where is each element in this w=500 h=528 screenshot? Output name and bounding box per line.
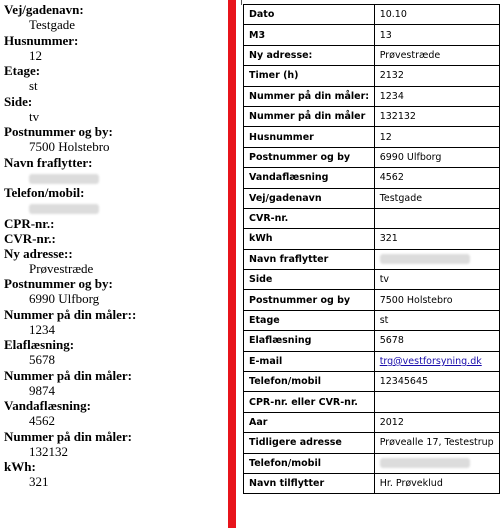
email-field-list	[4, 2, 224, 490]
table-row	[244, 453, 500, 473]
table-row	[244, 229, 500, 249]
field-label: Postnummer og by:	[4, 124, 113, 139]
table-row	[244, 473, 500, 493]
table-row	[244, 5, 500, 25]
row-value: 132132	[374, 106, 499, 126]
red-divider	[228, 0, 236, 528]
field-label: CPR-nr.:	[4, 215, 55, 231]
field-label: Vandaflæsning:	[4, 398, 91, 413]
table-row	[244, 66, 500, 86]
row-value: 13	[374, 25, 499, 45]
table-row	[244, 188, 500, 208]
row-value: 7500 Holstebro	[374, 290, 499, 310]
field-label: Vej/gadenavn:	[4, 2, 84, 17]
row-key: E-mail	[244, 351, 375, 371]
field-value	[4, 200, 224, 216]
table-row	[244, 45, 500, 65]
row-key: Postnummer og by	[244, 290, 375, 310]
table-row	[244, 249, 500, 269]
row-key: Telefon/mobil	[244, 372, 375, 392]
field-value: 132132	[29, 443, 68, 459]
row-key: Nummer på din måler:	[244, 86, 375, 106]
row-value: Testgade	[374, 188, 499, 208]
redacted-value	[380, 254, 470, 264]
table-row	[244, 331, 500, 351]
cursor-mark	[241, 0, 242, 5]
row-key: CVR-nr.	[244, 208, 375, 228]
row-value: 5678	[374, 331, 499, 351]
data-table	[243, 4, 500, 494]
row-value	[374, 453, 499, 473]
row-value: 12345645	[374, 372, 499, 392]
row-key: Timer (h)	[244, 66, 375, 86]
row-value: Hr. Prøveklud	[374, 473, 499, 493]
row-key: M3	[244, 25, 375, 45]
table-row	[244, 86, 500, 106]
field-label: Etage:	[4, 63, 41, 78]
field-value: 7500 Holstebro	[29, 139, 110, 154]
table-row	[244, 270, 500, 290]
row-key: Vej/gadenavn	[244, 188, 375, 208]
row-value: 10.10	[374, 5, 499, 25]
redacted-value	[29, 174, 99, 184]
redacted-value	[380, 458, 470, 468]
row-value: Prøvealle 17, Testestrup	[374, 433, 499, 453]
table-row	[244, 106, 500, 126]
row-value: Prøvestræde	[374, 45, 499, 65]
row-key: Husnummer	[244, 127, 375, 147]
table-row	[244, 412, 500, 432]
row-value: st	[374, 310, 499, 330]
row-value	[374, 249, 499, 269]
table-row	[244, 208, 500, 228]
field-label: kWh:	[4, 459, 36, 474]
row-value	[374, 351, 499, 371]
email-link[interactable]: trg@vestforsyning.dk	[379, 355, 482, 367]
field-value: st	[29, 78, 38, 93]
row-key: Telefon/mobil	[244, 453, 375, 473]
row-key: CPR-nr. eller CVR-nr.	[244, 392, 375, 412]
field-label: Postnummer og by:	[4, 276, 113, 291]
field-value: 9874	[29, 382, 55, 398]
row-value: 6990 Ulfborg	[374, 147, 499, 167]
row-key: Postnummer og by	[244, 147, 375, 167]
field-label: Telefon/mobil:	[4, 185, 85, 200]
field-value: tv	[29, 108, 40, 124]
row-key: Elaflæsning	[244, 331, 375, 351]
row-value: 2012	[374, 412, 499, 432]
field-label: Nummer på din måler:	[4, 367, 132, 383]
table-row	[244, 25, 500, 45]
row-key: Vandaflæsning	[244, 168, 375, 188]
row-value: 2132	[374, 66, 499, 86]
row-value: 1234	[374, 86, 499, 106]
field-value: 4562	[29, 413, 55, 428]
row-key: Dato	[244, 5, 375, 25]
row-key: Navn tilflytter	[244, 473, 375, 493]
table-row	[244, 372, 500, 392]
row-value: 321	[374, 229, 499, 249]
field-value	[4, 170, 224, 186]
field-label: Nummer på din måler:	[4, 428, 132, 444]
row-key: Nummer på din måler	[244, 106, 375, 126]
field-label: Elaflæsning:	[4, 337, 75, 352]
field-label: Husnummer:	[4, 32, 79, 48]
field-label: Ny adresse::	[4, 245, 73, 261]
field-value: 321	[29, 474, 49, 489]
field-label: Nummer på din måler::	[4, 306, 137, 322]
field-value: 6990 Ulfborg	[29, 291, 100, 306]
row-key: Tidligere adresse	[244, 433, 375, 453]
row-key: Etage	[244, 310, 375, 330]
field-value: 12	[29, 47, 42, 63]
row-key: Navn fraflytter	[244, 249, 375, 269]
field-value: 5678	[29, 352, 55, 367]
row-key: Side	[244, 270, 375, 290]
field-label: CVR-nr.:	[4, 230, 56, 246]
table-row	[244, 168, 500, 188]
row-key: Ny adresse:	[244, 45, 375, 65]
table-row	[244, 392, 500, 412]
field-value: 1234	[29, 321, 55, 337]
field-value: Prøvestræde	[29, 260, 94, 276]
table-row	[244, 310, 500, 330]
row-value: tv	[374, 270, 499, 290]
redacted-value	[29, 204, 99, 214]
row-value: 12	[374, 127, 499, 147]
table-row	[244, 127, 500, 147]
row-key: Aar	[244, 412, 375, 432]
table-row	[244, 290, 500, 310]
field-label: Navn fraflytter:	[4, 154, 93, 170]
row-key: kWh	[244, 229, 375, 249]
row-value	[374, 392, 499, 412]
table-row	[244, 433, 500, 453]
row-value	[374, 208, 499, 228]
row-value: 4562	[374, 168, 499, 188]
field-label: Side:	[4, 93, 33, 109]
field-value: Testgade	[29, 17, 76, 32]
table-row	[244, 351, 500, 371]
table-row	[244, 147, 500, 167]
